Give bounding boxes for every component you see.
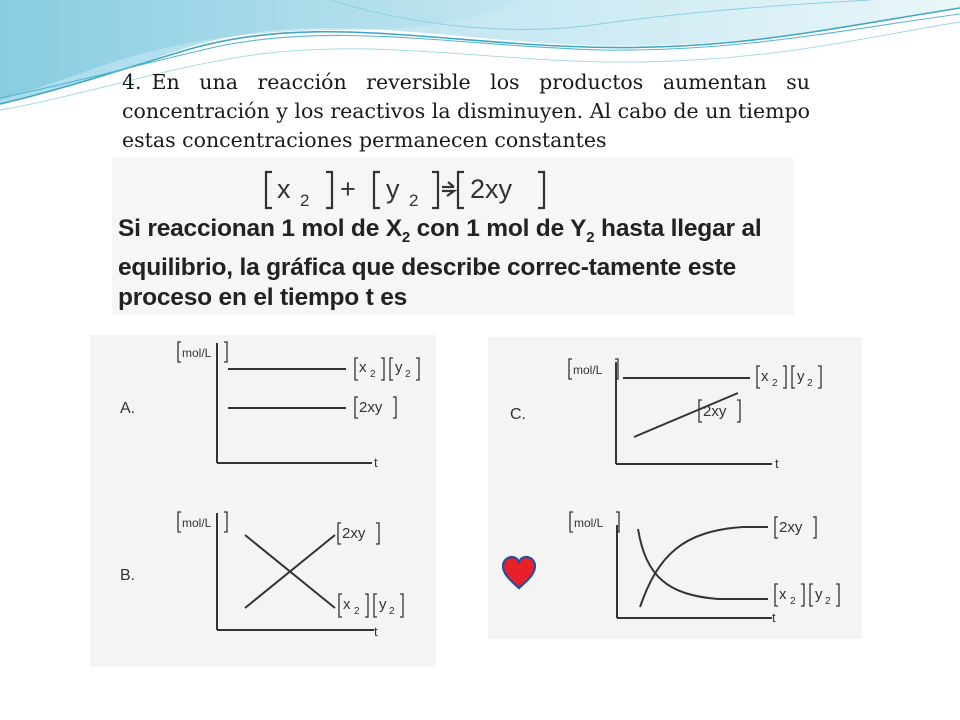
option-b-y-label: mol/L bbox=[182, 516, 212, 530]
option-c-reactant-label bbox=[757, 366, 821, 389]
graphs-panel-right bbox=[488, 337, 862, 639]
option-a-y-symbol: y bbox=[395, 359, 403, 376]
option-c-x-symbol: x bbox=[761, 368, 769, 385]
option-c-label: C. bbox=[510, 406, 526, 423]
graph-option-d bbox=[570, 512, 839, 625]
option-d-x-subscript: 2 bbox=[790, 596, 796, 607]
option-a-x-symbol: x bbox=[359, 359, 367, 376]
reactant2-symbol: y bbox=[386, 174, 400, 204]
option-a-product-label bbox=[355, 397, 396, 418]
option-b-product-text: 2xy bbox=[342, 525, 366, 542]
option-c-y-symbol: y bbox=[797, 368, 805, 385]
reactant2-subscript: 2 bbox=[409, 191, 419, 210]
option-c-product-label bbox=[699, 400, 740, 422]
option-a-x-label: t bbox=[374, 455, 378, 470]
option-d-y-label: mol/L bbox=[574, 516, 604, 530]
reactant1-subscript: 2 bbox=[300, 191, 310, 210]
reaction-equation bbox=[112, 158, 794, 218]
graph-option-c bbox=[510, 359, 821, 471]
question-text bbox=[122, 68, 810, 155]
option-d-product-label bbox=[775, 517, 816, 538]
option-c-product-text: 2xy bbox=[703, 403, 727, 420]
option-b-label: B. bbox=[120, 567, 136, 584]
option-a-y-subscript: 2 bbox=[405, 369, 411, 380]
option-a-x-subscript: 2 bbox=[370, 369, 376, 380]
graphs-panel-left bbox=[90, 335, 436, 667]
option-d-product-text: 2xy bbox=[779, 519, 803, 536]
option-d-x-symbol: x bbox=[779, 586, 787, 603]
option-d-y-subscript: 2 bbox=[825, 596, 831, 607]
option-b-reactant-label bbox=[339, 594, 403, 617]
graph-option-b bbox=[120, 512, 403, 639]
option-a-reactant-label bbox=[355, 358, 419, 380]
question-number: 4. bbox=[122, 70, 142, 94]
prompt-subscript1: 2 bbox=[401, 228, 411, 246]
prompt-part3: hasta llegar al equilibrio, la gráfica que describe correc-tamente este proceso en el tiempo t es bbox=[118, 215, 762, 311]
prompt-part2: con 1 mol de Y bbox=[410, 215, 587, 242]
prompt-part1: Si reaccionan 1 mol de X bbox=[118, 215, 402, 242]
option-d-x-label: t bbox=[772, 610, 776, 625]
prompt-subscript2: 2 bbox=[586, 228, 595, 246]
option-c-x-label: t bbox=[775, 456, 779, 471]
equilibrium-arrow-icon bbox=[442, 182, 454, 196]
option-d-y-symbol: y bbox=[815, 586, 823, 603]
option-c-x-subscript: 2 bbox=[772, 378, 778, 389]
reactant1-symbol: x bbox=[277, 174, 291, 204]
option-b-x-subscript: 2 bbox=[354, 606, 360, 617]
option-d-product-curve bbox=[640, 527, 768, 607]
option-b-y-subscript: 2 bbox=[389, 606, 395, 617]
option-c-y-label: mol/L bbox=[573, 363, 603, 377]
option-a-product-text: 2xy bbox=[359, 399, 383, 416]
option-c-y-subscript: 2 bbox=[807, 378, 813, 389]
option-a-y-label: mol/L bbox=[182, 346, 212, 360]
equation-panel bbox=[112, 158, 794, 315]
option-b-x-label: t bbox=[374, 624, 378, 639]
product-symbol: 2xy bbox=[470, 174, 513, 204]
heart-icon bbox=[500, 555, 538, 591]
option-b-x-symbol: x bbox=[343, 596, 351, 613]
option-d-reactant-label bbox=[775, 584, 839, 607]
option-a-label: A. bbox=[120, 400, 136, 417]
option-b-product-label bbox=[338, 523, 379, 544]
plus-sign: + bbox=[340, 174, 356, 204]
graph-option-a bbox=[120, 342, 419, 470]
question-body: En una reacción reversible los productos aumentan su concentración y los reactivos la disminuyen. Al cabo de un tiempo estas concentraciones permanecen constantes bbox=[122, 70, 810, 152]
question-prompt bbox=[118, 214, 778, 313]
option-d-reactant-curve bbox=[638, 529, 768, 599]
option-b-y-symbol: y bbox=[379, 596, 387, 613]
